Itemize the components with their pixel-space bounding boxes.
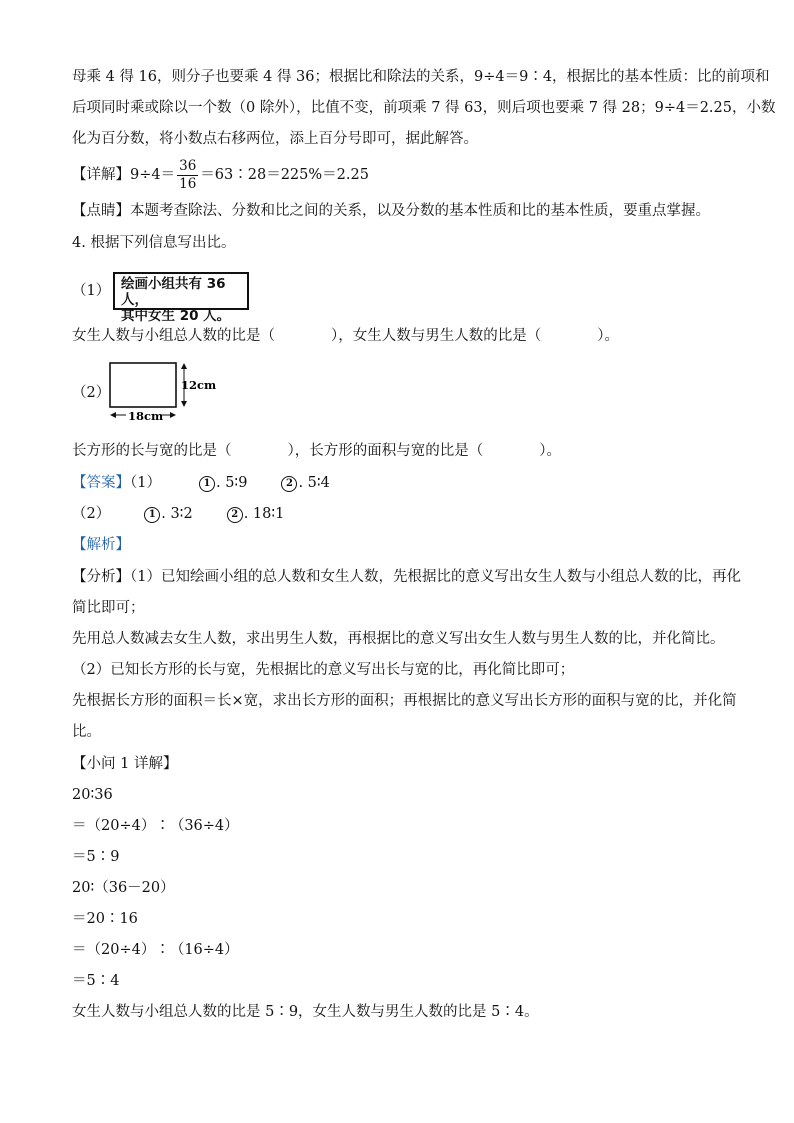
analysis-heading: 【解析】 [72, 537, 130, 553]
detail-fraction [177, 158, 198, 193]
review-text: 本题考查除法、分数和比之间的关系，以及分数的基本性质和比的基本性质，要重点掌握。 [130, 203, 710, 219]
answer-part2-b: . 18∶1 [243, 506, 285, 522]
step-5: ＝20∶16 [72, 911, 138, 927]
detail-pre: 9÷4＝ [130, 167, 176, 183]
part1-question-b: ），女生人数与男生人数的比是（ [331, 328, 542, 344]
answer-part1-a: . 5∶9 [215, 475, 248, 491]
circle-number-icon: 1 [144, 507, 160, 523]
sub1-heading: 【小问 1 详解】 [72, 756, 178, 772]
review-line [72, 201, 710, 221]
circle-number-icon: 1 [199, 476, 215, 492]
answer-line-2 [72, 504, 284, 524]
step-1: 20∶36 [72, 787, 113, 803]
answer-part1-label: （1） [130, 475, 161, 491]
analysis-label: 【分析】 [72, 569, 130, 585]
analysis-line-2: 简比即可； [72, 600, 145, 616]
height-arrow-top [181, 363, 187, 369]
part2-question-b: ），长方形的面积与宽的比是（ [287, 443, 484, 459]
question-title: 4. 根据下列信息写出比。 [72, 235, 236, 251]
intro-line-2: 后项同时乘或除以一个数（0 除外），比值不变，前项乘 7 得 63，则后项也要乘 7 得 28；9÷4＝2.25，小数 [72, 100, 776, 116]
part1-label: （1） [72, 283, 111, 299]
part2-question [72, 441, 561, 461]
answer-label: 【答案】 [72, 475, 130, 491]
step-7: ＝5∶4 [72, 973, 120, 989]
step-2: ＝（20÷4）∶（36÷4） [72, 818, 239, 834]
step-4: 20∶（36－20） [72, 880, 175, 896]
info-box [113, 272, 249, 324]
info-box-line-2: 其中女生 20 人。 [121, 308, 231, 324]
conclusion: 女生人数与小组总人数的比是 5∶9，女生人数与男生人数的比是 5∶4。 [72, 1004, 539, 1020]
part2-question-c: ）。 [539, 443, 561, 459]
analysis-line-3: 先用总人数减去女生人数，求出男生人数，再根据比的意义写出女生人数与男生人数的比，并化简比。 [72, 631, 725, 647]
answer-part2-label: （2） [72, 506, 111, 522]
review-label: 【点睛】 [72, 203, 130, 219]
circle-number-icon: 2 [227, 507, 243, 523]
width-arrow-left [110, 412, 116, 418]
part1-question [72, 326, 619, 346]
info-box-line-1: 绘画小组共有 36 人， [121, 276, 226, 308]
rectangle-shape [110, 363, 176, 407]
rectangle-figure [104, 360, 224, 426]
analysis-text-1: （1）已知绘画小组的总人数和女生人数，先根据比的意义写出女生人数与小组总人数的比，再化 [130, 569, 741, 585]
height-arrow-bottom [181, 401, 187, 407]
step-6: ＝（20÷4）∶（16÷4） [72, 942, 239, 958]
part1-question-c: ）。 [597, 328, 619, 344]
height-label: 12cm [181, 378, 217, 392]
intro-line-3: 化为百分数，将小数点右移两位，添上百分号即可，据此解答。 [72, 131, 478, 147]
part2-label: （2） [72, 385, 111, 401]
answer-line-1 [72, 473, 330, 493]
part2-question-a: 长方形的长与宽的比是（ [72, 443, 232, 459]
detail-line [72, 157, 369, 193]
answer-part2-a: . 3∶2 [161, 506, 193, 522]
part1-question-a: 女生人数与小组总人数的比是（ [72, 328, 275, 344]
fraction-numerator: 36 [179, 157, 197, 174]
intro-line-1: 母乘 4 得 16，则分子也要乘 4 得 36；根据比和除法的关系，9÷4＝9∶4，根据比的基本性质：比的前项和 [72, 69, 770, 85]
analysis-line-6: 比。 [72, 724, 101, 740]
detail-label: 【详解】 [72, 167, 130, 183]
analysis-line-4: （2）已知长方形的长与宽，先根据比的意义写出长与宽的比，再化简比即可； [72, 662, 575, 678]
width-label: 18cm [128, 409, 164, 423]
analysis-line-5: 先根据长方形的面积＝长×宽，求出长方形的面积；再根据比的意义写出长方形的面积与宽的比，并化简 [72, 693, 737, 709]
circle-number-icon: 2 [281, 476, 297, 492]
answer-part1-b: . 5∶4 [298, 475, 330, 491]
fraction-denominator: 16 [179, 175, 197, 192]
width-arrow-right [170, 412, 176, 418]
detail-post: ＝63∶28＝225%＝2.25 [200, 167, 369, 183]
step-3: ＝5∶9 [72, 849, 120, 865]
analysis-line-1 [72, 567, 741, 587]
